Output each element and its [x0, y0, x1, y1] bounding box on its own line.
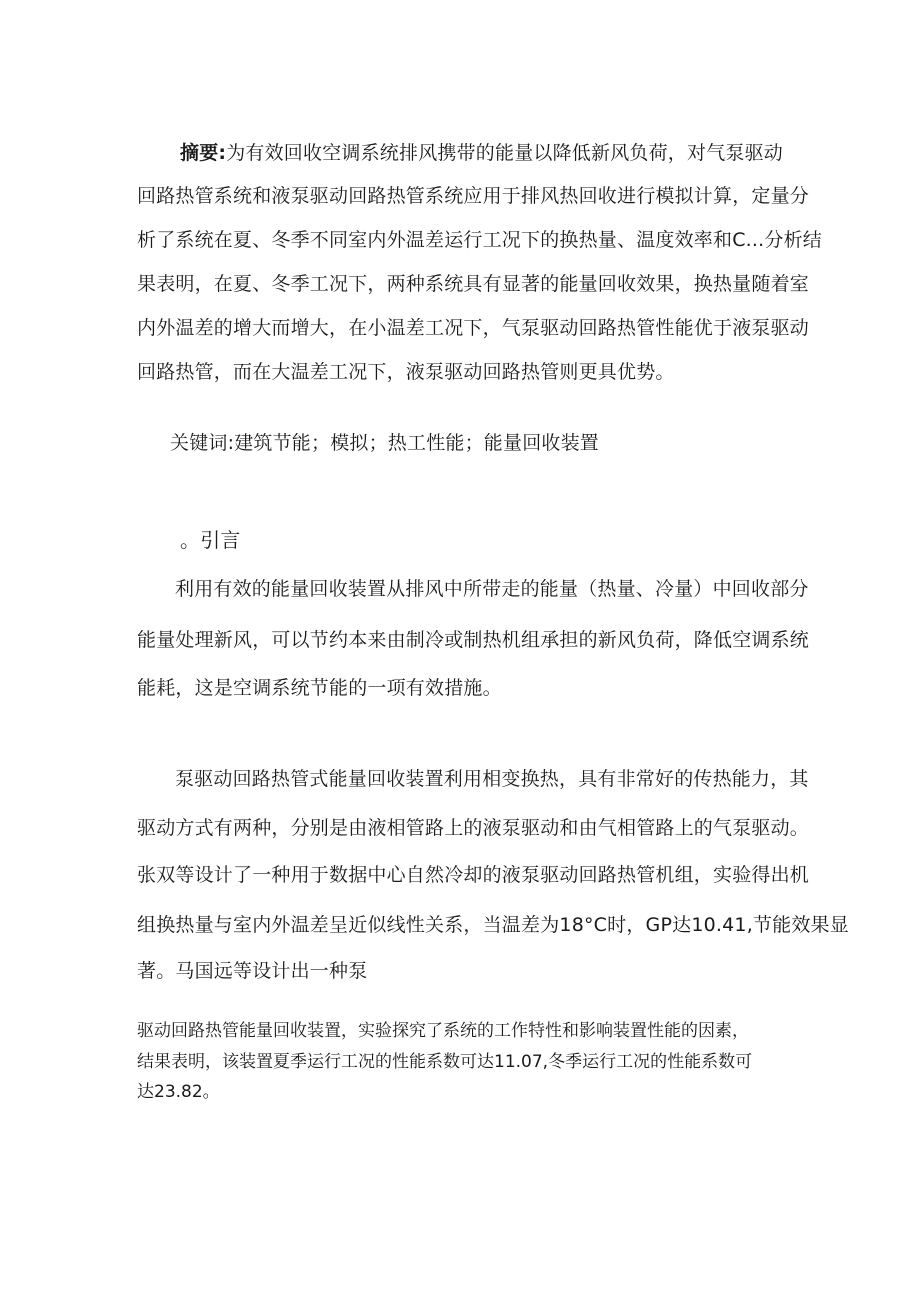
abstract-line-5: 内外温差的增大而增大，在小温差工况下，气泵驱动回路热管性能优于液泵驱动 — [137, 317, 810, 339]
keywords-label: 关键词: — [170, 432, 235, 454]
section-heading: 。引言 — [180, 528, 241, 552]
abstract-text: 为有效回收空调系统排风携带的能量以降低新风负荷，对气泵驱动 — [226, 142, 784, 164]
intro-para3-line-2: 结果表明，该装置夏季运行工况的性能系数可达11.07,冬季运行工况的性能系数可 — [137, 1052, 753, 1072]
abstract-label: 摘要: — [180, 142, 227, 164]
keywords-line — [170, 430, 599, 456]
intro-para2-line-2: 驱动方式有两种，分别是由液相管路上的液泵驱动和由气相管路上的气泵驱动。 — [137, 817, 810, 839]
abstract-line-6: 回路热管，而在大温差工况下，液泵驱动回路热管则更具优势。 — [137, 361, 675, 383]
intro-para1-line-3: 能耗，这是空调系统节能的一项有效措施。 — [137, 677, 502, 699]
keywords-text: 建筑节能；模拟；热工性能；能量回收装置 — [234, 432, 600, 454]
intro-para3-line-1: 驱动回路热管能量回收装置，实验探究了系统的工作特性和影响装置性能的因素， — [137, 1021, 749, 1041]
abstract-line-1 — [180, 140, 783, 166]
intro-para1-line-1: 利用有效的能量回收装置从排风中所带走的能量（热量、冷量）中回收部分 — [175, 578, 809, 600]
intro-para2-line-3: 张双等设计了一种用于数据中心自然冷却的液泵驱动回路热管机组，实验得出机 — [137, 864, 810, 886]
abstract-line-3: 析了系统在夏、冬季不同室内外温差运行工况下的换热量、温度效率和C...分析结 — [137, 229, 822, 251]
intro-para2-line-5: 著。马国远等设计出一种泵 — [137, 960, 368, 982]
intro-para3-line-3: 达23.82。 — [137, 1082, 220, 1102]
intro-para2-line-1: 泵驱动回路热管式能量回收装置利用相变换热，具有非常好的传热能力，其 — [175, 768, 809, 790]
intro-para1-line-2: 能量处理新风，可以节约本来由制冷或制热机组承担的新风负荷，降低空调系统 — [137, 629, 810, 651]
intro-para2-line-4: 组换热量与室内外温差呈近似线性关系，当温差为18°C时，GP达10.41,节能效果显 — [137, 914, 849, 936]
abstract-line-2: 回路热管系统和液泵驱动回路热管系统应用于排风热回收进行模拟计算，定量分 — [137, 185, 810, 207]
abstract-line-4: 果表明，在夏、冬季工况下，两种系统具有显著的能量回收效果，换热量随着室 — [137, 273, 810, 295]
